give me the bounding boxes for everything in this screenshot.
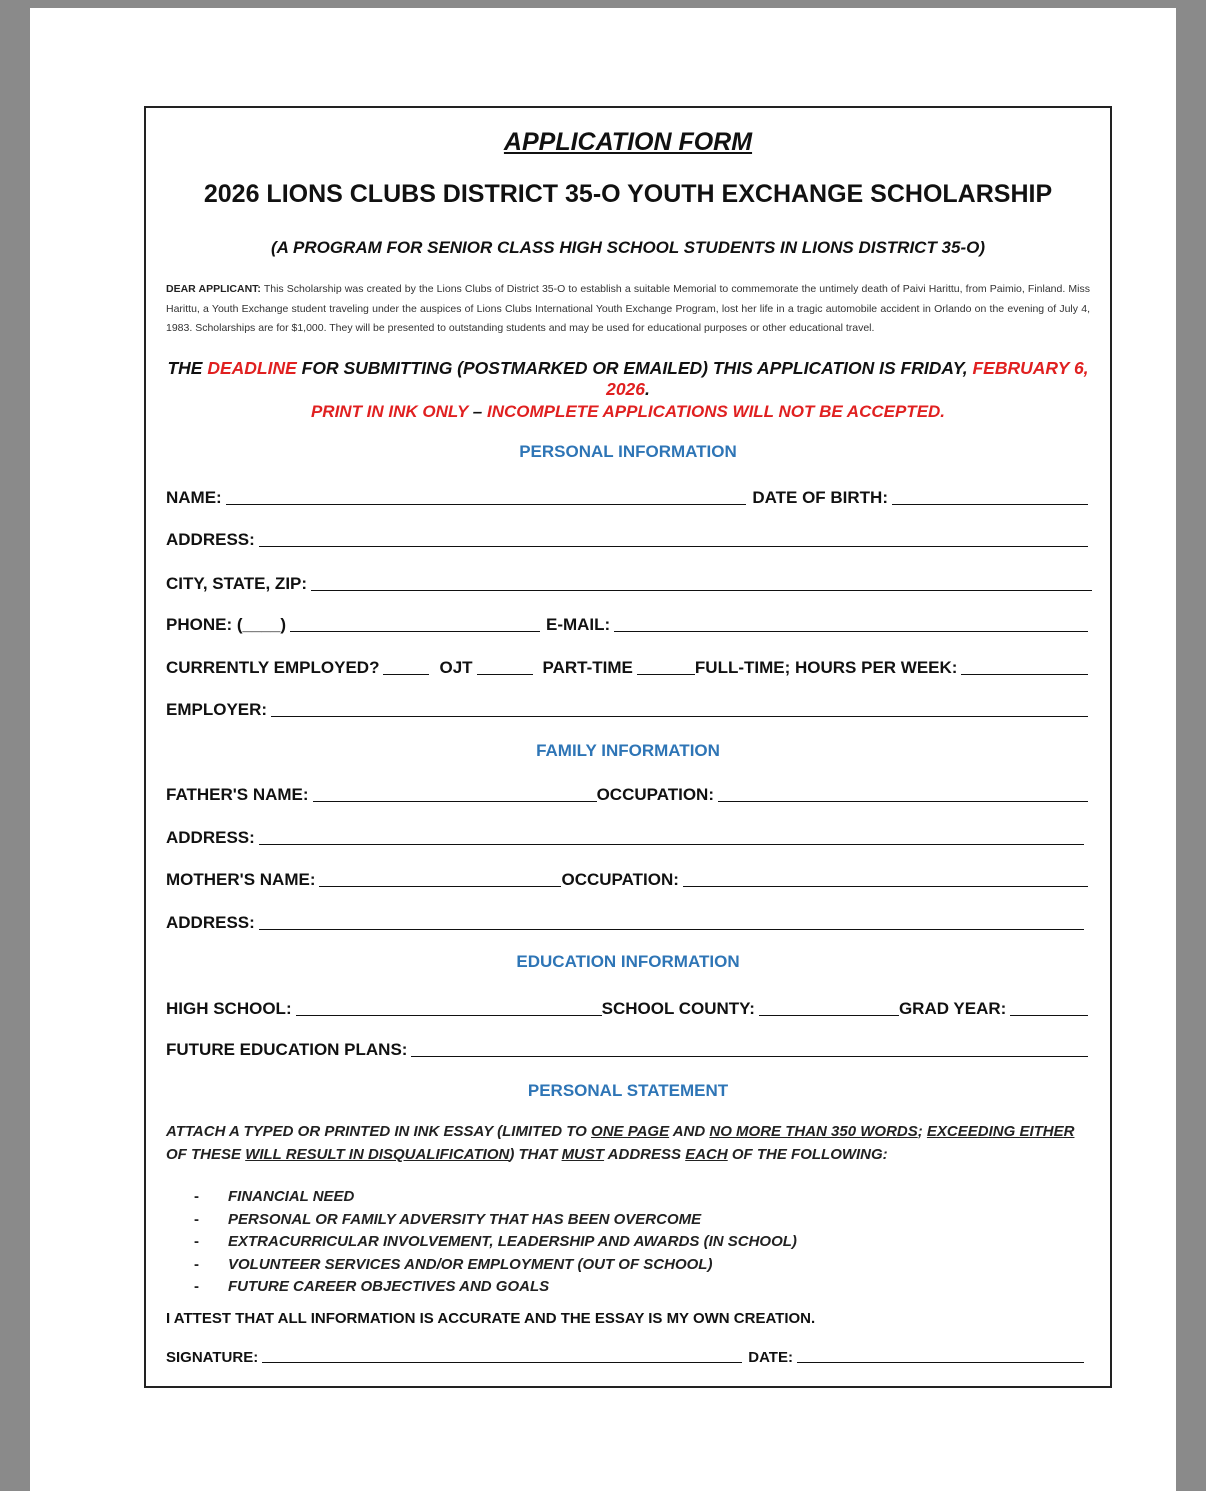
employed-label: CURRENTLY EMPLOYED? bbox=[166, 658, 380, 677]
intro-lead: DEAR APPLICANT: bbox=[166, 283, 261, 295]
phone-label: PHONE: (____) bbox=[166, 615, 286, 634]
essay-text-4: OF THESE bbox=[166, 1146, 246, 1163]
attestation: I ATTEST THAT ALL INFORMATION IS ACCURATE AND THE ESSAY IS MY OWN CREATION. bbox=[166, 1310, 816, 1327]
mother-field[interactable] bbox=[319, 882, 561, 887]
ojt-label: OJT bbox=[439, 658, 473, 677]
father-address-field[interactable] bbox=[259, 840, 1084, 845]
topic-financial-need: FINANCIAL NEED bbox=[228, 1188, 355, 1205]
grad-year-label: GRAD YEAR: bbox=[898, 999, 1007, 1018]
essay-emph-5: MUST bbox=[561, 1146, 605, 1163]
father-address-row bbox=[166, 824, 1084, 848]
document-page bbox=[30, 8, 1176, 1491]
mother-occupation-field[interactable] bbox=[683, 882, 1088, 887]
future-plans-label: FUTURE EDUCATION PLANS: bbox=[166, 1040, 408, 1059]
phone-row bbox=[166, 611, 1088, 635]
essay-text-5: ) THAT bbox=[509, 1146, 562, 1163]
list-item bbox=[194, 1186, 797, 1209]
personal-info-heading: PERSONAL INFORMATION bbox=[519, 442, 737, 461]
dob-label: DATE OF BIRTH: bbox=[752, 488, 888, 507]
essay-emph-1: ONE PAGE bbox=[591, 1123, 670, 1140]
dob-field[interactable] bbox=[892, 500, 1088, 505]
program-title: 2026 LIONS CLUBS DISTRICT 35-O YOUTH EXCHANGE SCHOLARSHIP bbox=[203, 180, 1053, 208]
warning-incomplete: INCOMPLETE APPLICATIONS WILL NOT BE ACCEPTED. bbox=[486, 402, 946, 421]
father-row bbox=[166, 781, 1088, 805]
hours-field[interactable] bbox=[961, 670, 1088, 675]
warning-print-ink: PRINT IN INK ONLY bbox=[310, 402, 469, 421]
topic-career-goals: FUTURE CAREER OBJECTIVES AND GOALS bbox=[228, 1278, 550, 1295]
deadline-text-b: FOR SUBMITTING (POSTMARKED OR EMAILED) THIS APPLICATION IS FRIDAY, bbox=[296, 358, 973, 378]
deadline-notice bbox=[166, 358, 1090, 400]
bullet-dash: - bbox=[194, 1255, 199, 1273]
full-time-label: FULL-TIME; HOURS PER WEEK: bbox=[694, 658, 958, 677]
form-title: APPLICATION FORM bbox=[503, 128, 753, 156]
employer-label: EMPLOYER: bbox=[166, 700, 268, 719]
phone-field[interactable] bbox=[290, 627, 540, 632]
father-occupation-field[interactable] bbox=[718, 797, 1088, 802]
mother-label: MOTHER'S NAME: bbox=[166, 870, 316, 889]
high-school-label: HIGH SCHOOL: bbox=[166, 999, 292, 1018]
ink-warning bbox=[166, 402, 1090, 422]
essay-text-6: ADDRESS bbox=[604, 1146, 686, 1163]
name-label: NAME: bbox=[166, 488, 222, 507]
essay-emph-2: NO MORE THAN 350 WORDS bbox=[709, 1123, 918, 1140]
list-item bbox=[194, 1231, 797, 1254]
high-school-row bbox=[166, 995, 1088, 1019]
mother-address-row bbox=[166, 909, 1084, 933]
mother-address-label: ADDRESS: bbox=[166, 913, 255, 932]
essay-text-7: OF THE FOLLOWING: bbox=[727, 1146, 888, 1163]
name-field[interactable] bbox=[226, 500, 747, 505]
deadline-text-a: THE bbox=[167, 358, 208, 378]
essay-topics-list bbox=[194, 1186, 797, 1299]
bullet-dash: - bbox=[194, 1278, 199, 1295]
future-plans-row bbox=[166, 1036, 1088, 1060]
bullet-dash: - bbox=[194, 1210, 199, 1228]
application-form bbox=[144, 106, 1112, 1388]
high-school-field[interactable] bbox=[296, 1011, 602, 1016]
employer-field[interactable] bbox=[271, 712, 1088, 717]
list-item bbox=[194, 1209, 797, 1232]
mother-row bbox=[166, 866, 1088, 890]
grad-year-field[interactable] bbox=[1010, 1011, 1088, 1016]
city-row bbox=[166, 570, 1092, 594]
intro-text: This Scholarship was created by the Lions Clubs of District 35-O to establish a suitable Memorial to commemorate the untimely death of Paivi Harittu, from Paimio, Finland. Miss Harittu, a Youth Exchange student traveling under the auspices of Lions Clubs International Youth Exchange Program, lost her life in a tragic automobile accident in Orlando on the evening of July 4, 1983. Scholarships are for $1,000. They will be presented to outstanding students and may be used for educational purposes or other educational travel. bbox=[166, 283, 1090, 334]
father-field[interactable] bbox=[313, 797, 597, 802]
education-info-heading: EDUCATION INFORMATION bbox=[516, 952, 740, 971]
topic-volunteer: VOLUNTEER SERVICES AND/OR EMPLOYMENT (OUT OF SCHOOL) bbox=[228, 1255, 713, 1273]
personal-statement-heading: PERSONAL STATEMENT bbox=[527, 1081, 729, 1100]
deadline-end: . bbox=[645, 379, 650, 399]
essay-emph-6: EACH bbox=[685, 1146, 728, 1163]
city-field[interactable] bbox=[311, 586, 1092, 591]
essay-emph-4: WILL RESULT IN DISQUALIFICATION bbox=[245, 1146, 510, 1163]
address-field[interactable] bbox=[259, 542, 1088, 547]
mother-address-field[interactable] bbox=[259, 925, 1084, 930]
school-county-label: SCHOOL COUNTY: bbox=[601, 999, 755, 1018]
employment-row bbox=[166, 654, 1088, 678]
essay-text-2: AND bbox=[669, 1123, 710, 1140]
family-info-heading: FAMILY INFORMATION bbox=[536, 741, 720, 760]
list-item bbox=[194, 1254, 797, 1277]
father-address-label: ADDRESS: bbox=[166, 828, 255, 847]
address-label: ADDRESS: bbox=[166, 530, 255, 549]
address-row bbox=[166, 526, 1088, 550]
part-time-field[interactable] bbox=[637, 670, 695, 675]
signature-field[interactable] bbox=[262, 1358, 742, 1363]
father-label: FATHER'S NAME: bbox=[166, 785, 309, 804]
mother-occupation-label: OCCUPATION: bbox=[561, 870, 679, 889]
essay-instructions bbox=[166, 1120, 1090, 1166]
deadline-word: DEADLINE bbox=[207, 358, 297, 378]
signature-date-field[interactable] bbox=[797, 1358, 1084, 1363]
ojt-field[interactable] bbox=[477, 670, 533, 675]
essay-text-1: ATTACH A TYPED OR PRINTED IN INK ESSAY (LIMITED TO bbox=[166, 1123, 592, 1140]
employer-row bbox=[166, 696, 1088, 720]
bullet-dash: - bbox=[194, 1188, 199, 1205]
email-label: E-MAIL: bbox=[545, 615, 611, 634]
school-county-field[interactable] bbox=[759, 1011, 899, 1016]
signature-label: SIGNATURE: bbox=[166, 1349, 259, 1366]
deadline-date: FEBRUARY 6, 2026 bbox=[606, 358, 1089, 399]
signature-date-label: DATE: bbox=[748, 1349, 793, 1366]
essay-text-3: ; bbox=[917, 1123, 927, 1140]
city-label: CITY, STATE, ZIP: bbox=[166, 574, 308, 593]
name-row bbox=[166, 484, 1088, 508]
list-item bbox=[194, 1276, 797, 1299]
father-occupation-label: OCCUPATION: bbox=[596, 785, 714, 804]
intro-paragraph bbox=[166, 280, 1090, 339]
signature-row bbox=[166, 1342, 1084, 1366]
program-subtitle: (A PROGRAM FOR SENIOR CLASS HIGH SCHOOL STUDENTS IN LIONS DISTRICT 35-O) bbox=[270, 238, 986, 257]
employed-field[interactable] bbox=[383, 670, 429, 675]
future-plans-field[interactable] bbox=[411, 1052, 1088, 1057]
essay-emph-3: EXCEEDING EITHER bbox=[926, 1123, 1075, 1140]
warning-dash: – bbox=[468, 402, 487, 421]
part-time-label: PART-TIME bbox=[542, 658, 633, 677]
topic-extracurricular: EXTRACURRICULAR INVOLVEMENT, LEADERSHIP AND AWARDS (IN SCHOOL) bbox=[228, 1233, 797, 1250]
email-field[interactable] bbox=[614, 627, 1088, 632]
bullet-dash: - bbox=[194, 1233, 199, 1250]
topic-adversity: PERSONAL OR FAMILY ADVERSITY THAT HAS BEEN OVERCOME bbox=[228, 1210, 702, 1228]
